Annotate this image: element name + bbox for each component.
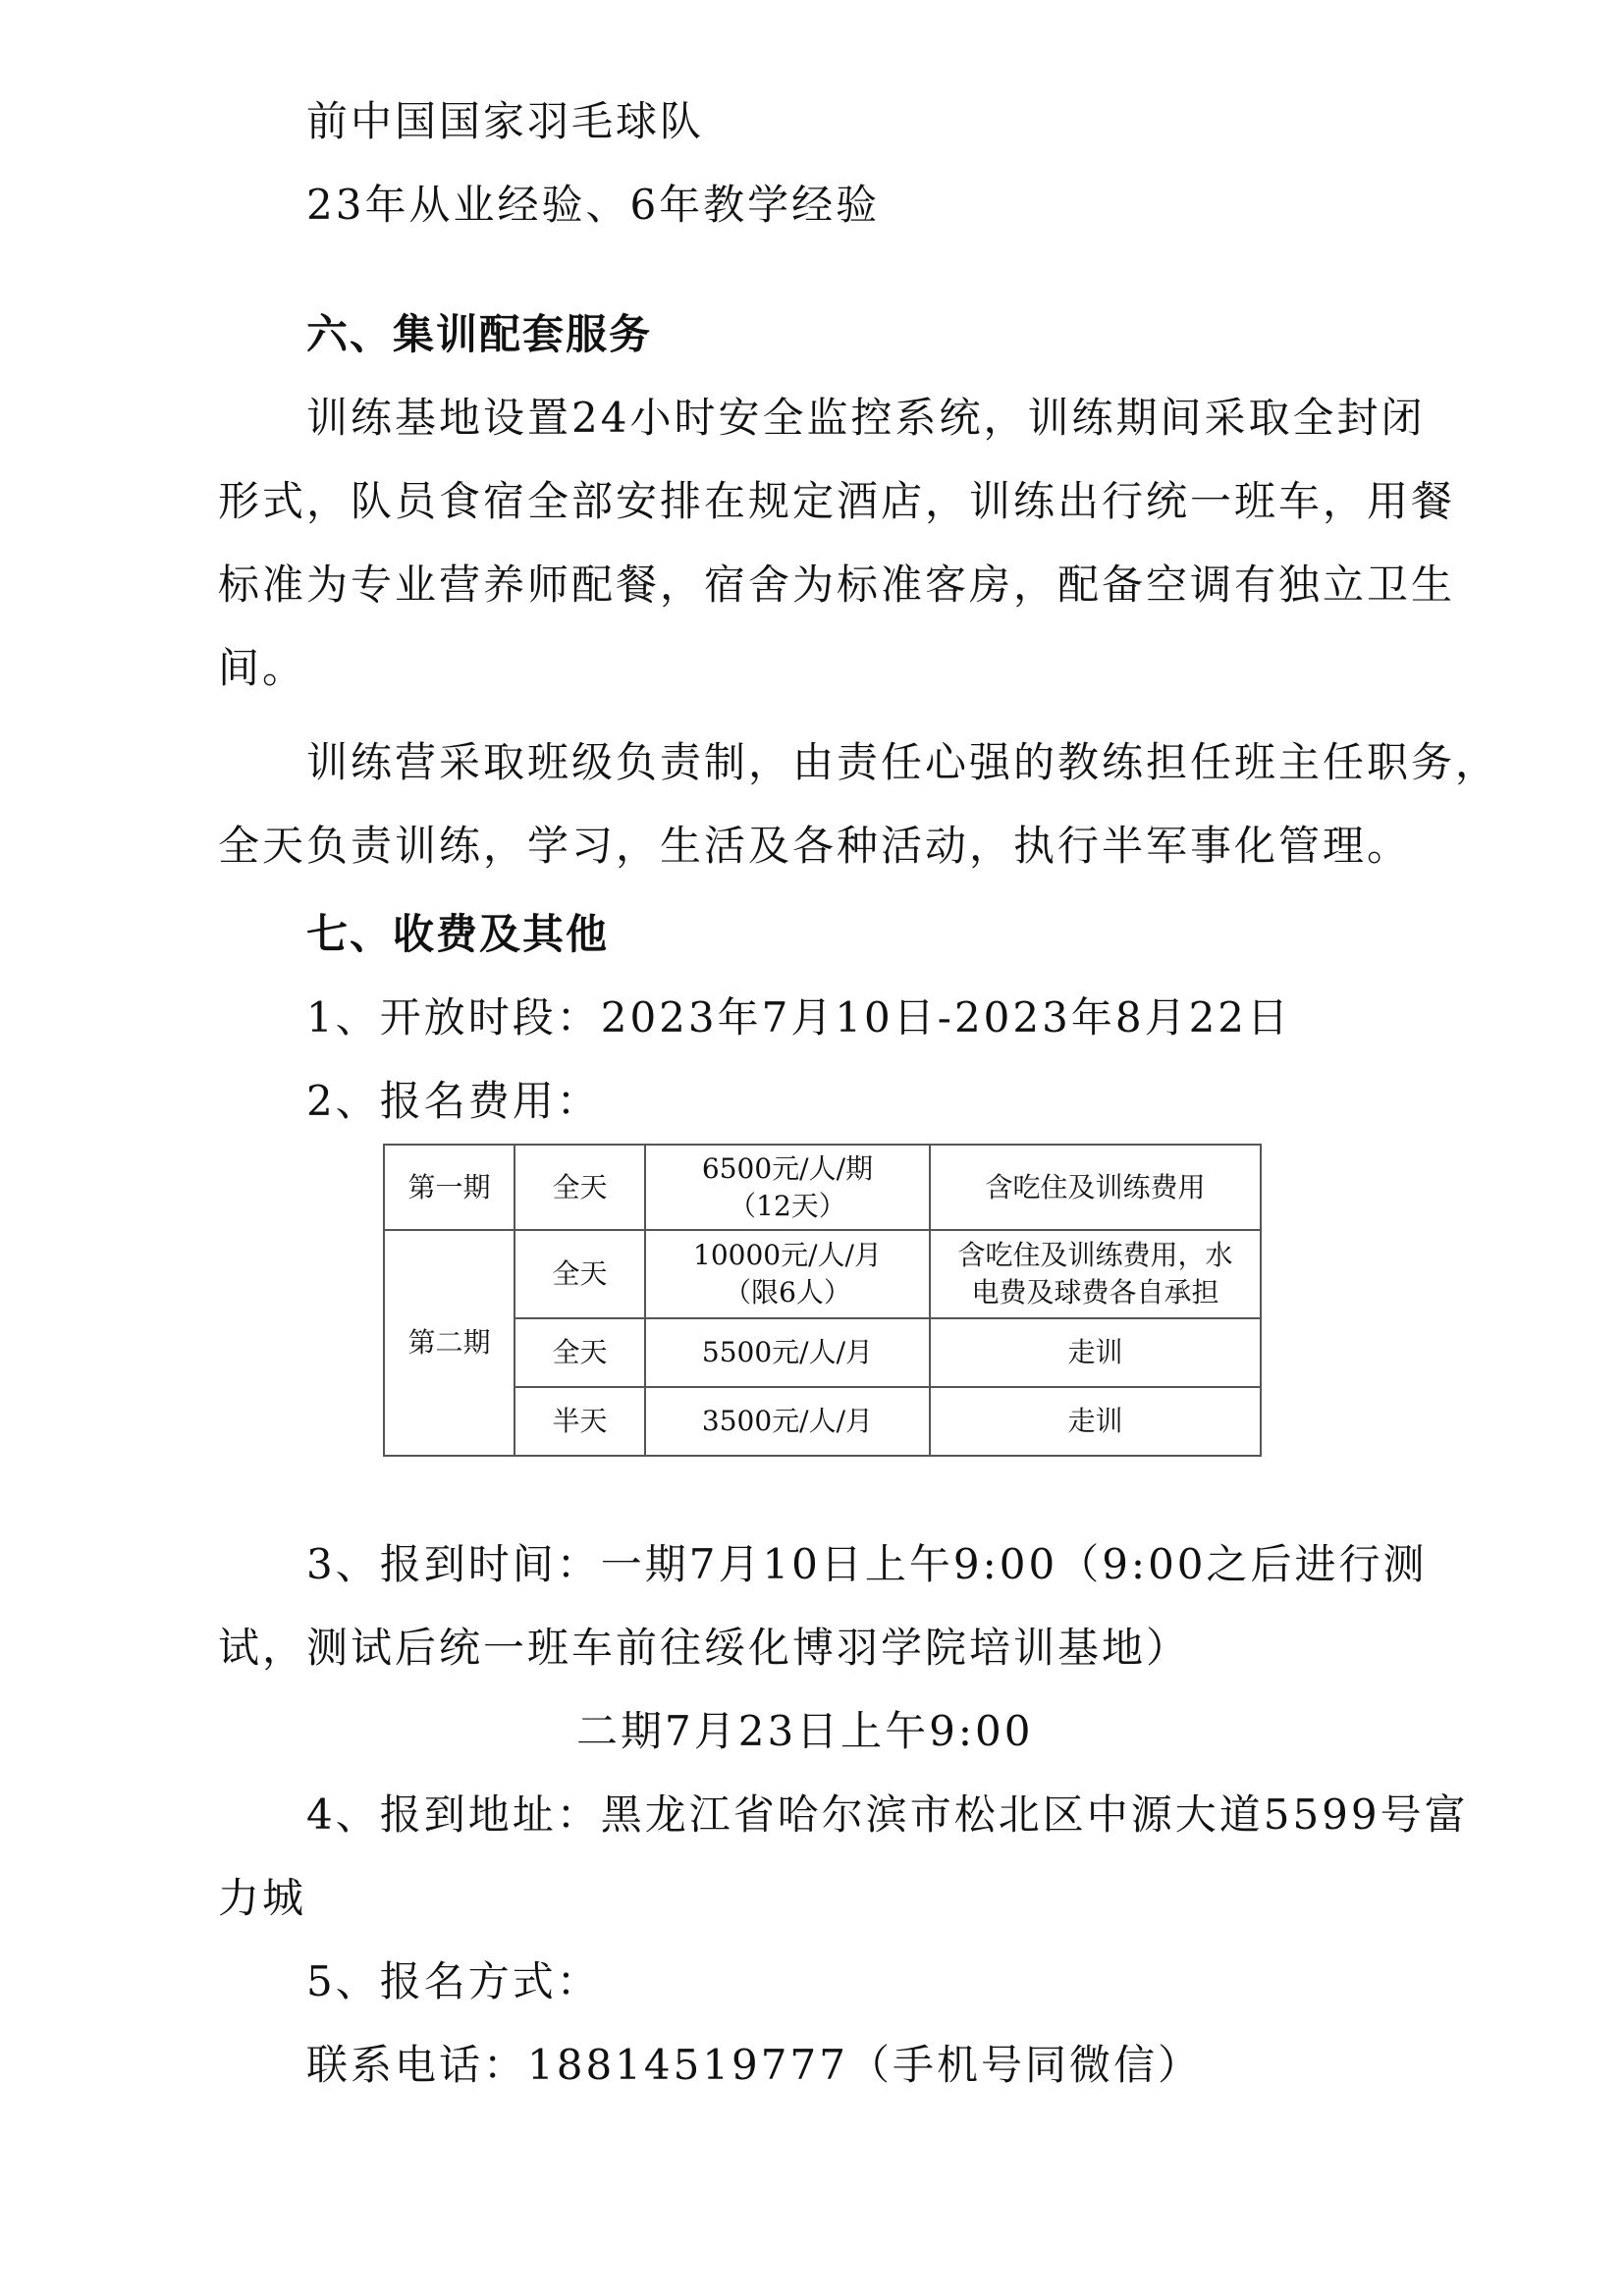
coach-line-1: 前中国国家羽毛球队: [306, 97, 705, 145]
period-2-name: 第二期: [384, 1230, 514, 1456]
check-in-address-line-2: 力城: [218, 1874, 307, 1922]
period-2-row-2-type: 全天: [514, 1318, 645, 1387]
check-in-time-line-1: 3、报到时间：一期7月10日上午9:00（9:00之后进行测: [306, 1540, 1428, 1588]
period-2-row-2-price: 5500元/人/月: [645, 1318, 930, 1387]
section-6-heading: 六、集训配套服务: [306, 310, 653, 358]
period-2-row-3-type: 半天: [514, 1387, 645, 1456]
section-7-heading: 七、收费及其他: [306, 910, 610, 958]
period-1-price-line-2: （12天）: [729, 1189, 846, 1222]
section-6-p2-line-2: 全天负责训练，学习，生活及各种活动，执行半军事化管理。: [218, 822, 1412, 870]
check-in-time-line-3: 二期7月23日上午9:00: [576, 1707, 1034, 1755]
period-1-name: 第一期: [384, 1145, 514, 1230]
period-1-price: [645, 1145, 930, 1230]
section-6-p1-line-1: 训练基地设置24小时安全监控系统，训练期间采取全封闭: [306, 394, 1426, 442]
table-row: [384, 1318, 1261, 1387]
table-row: [384, 1230, 1261, 1318]
period-2-row-1-note-line-1: 含吃住及训练费用，水: [957, 1239, 1233, 1271]
period-2-row-3-price: 3500元/人/月: [645, 1387, 930, 1456]
fee-table: [383, 1144, 1262, 1457]
check-in-address-line-1: 4、报到地址：黑龙江省哈尔滨市松北区中源大道5599号富: [306, 1790, 1469, 1839]
period-2-row-2-note: 走训: [930, 1318, 1261, 1387]
period-2-row-1-note-line-2: 电费及球费各自承担: [971, 1276, 1219, 1308]
period-2-row-1-price-line-2: （限6人）: [724, 1276, 851, 1308]
coach-line-2: 23年从业经验、6年教学经验: [306, 181, 881, 229]
section-6-p1-line-2: 形式，队员食宿全部安排在规定酒店，训练出行统一班车，用餐: [218, 477, 1456, 525]
table-row: [384, 1387, 1261, 1456]
contact-phone: 联系电话：18814519777（手机号同微信）: [306, 2041, 1202, 2089]
section-6-p1-line-3: 标准为专业营养师配餐，宿舍为标准客房，配备空调有独立卫生: [218, 561, 1456, 609]
open-period: 1、开放时段：2023年7月10日-2023年8月22日: [306, 993, 1292, 1041]
period-1-note: 含吃住及训练费用: [930, 1145, 1261, 1230]
period-1-price-line-1: 6500元/人/期: [701, 1151, 874, 1185]
period-2-row-1-price-line-1: 10000元/人/月: [693, 1239, 882, 1271]
period-2-row-3-note: 走训: [930, 1387, 1261, 1456]
period-1-type: 全天: [514, 1145, 645, 1230]
period-2-row-1-note: [930, 1230, 1261, 1318]
registration-fee-label: 2、报名费用：: [306, 1077, 601, 1125]
table-row: [384, 1145, 1261, 1230]
section-6-p2-line-1: 训练营采取班级负责制，由责任心强的教练担任班主任职务，: [306, 738, 1500, 786]
period-2-row-1-type: 全天: [514, 1230, 645, 1318]
check-in-time-line-2: 试，测试后统一班车前往绥化博羽学院培训基地）: [218, 1624, 1191, 1672]
section-6-p1-line-4: 间。: [218, 644, 307, 692]
period-2-row-1-price: [645, 1230, 930, 1318]
registration-method: 5、报名方式：: [306, 1957, 601, 2005]
